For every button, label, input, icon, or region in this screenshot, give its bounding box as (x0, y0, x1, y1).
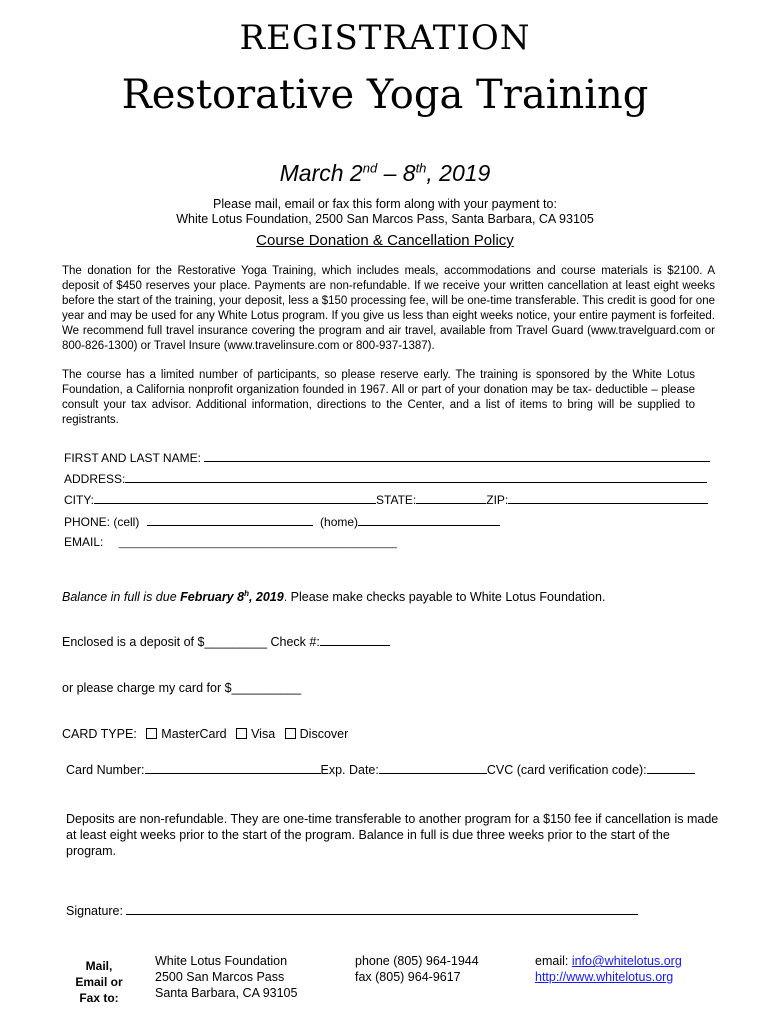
deposits-note: Deposits are non-refundable. They are one-time transferable to another program for a $150 fee if cancellation is made at least eight weeks prior to the start of the program. Balance in full is due three weeks prior to the start of the program. (66, 812, 719, 858)
footer-email-link[interactable]: info@whitelotus.org (571, 954, 682, 968)
card-type-label: CARD TYPE: (62, 727, 137, 741)
state-input[interactable] (416, 491, 486, 504)
discover-label: Discover (299, 727, 349, 741)
card-number-input[interactable] (145, 761, 321, 774)
cell-phone-input[interactable] (147, 513, 313, 526)
deposit-row (62, 633, 390, 649)
card-type-row (62, 727, 348, 741)
signature-row (66, 902, 638, 918)
exp-date-input[interactable] (379, 761, 487, 774)
city-input[interactable] (94, 491, 376, 504)
email-row (64, 535, 397, 549)
address-label: ADDRESS: (64, 472, 126, 486)
check-number-input[interactable] (320, 633, 390, 646)
cvc-label: CVC (card verification code): (486, 763, 647, 777)
home-phone-input[interactable] (358, 513, 500, 526)
card-details-row (66, 761, 695, 777)
program-title: Restorative Yoga Training (121, 72, 649, 118)
program-dates: March 2nd – 8th, 2019 (279, 160, 491, 186)
state-label: STATE: (376, 493, 417, 507)
footer-phone: phone (805) 964-1944 (355, 954, 479, 968)
home-label: (home) (320, 515, 359, 529)
phone-label: PHONE: (cell) (64, 515, 140, 529)
mastercard-label: MasterCard (161, 727, 227, 741)
phone-row (64, 513, 500, 529)
card-number-label: Card Number: (66, 763, 145, 777)
email-input[interactable]: __________________________________________________ (118, 538, 397, 549)
footer-city: Santa Barbara, CA 93105 (155, 986, 298, 1000)
sponsor-paragraph: The course has a limited number of participants, so please reserve early. The training is sponsored by the White Lotus Foundation, a California nonprofit organization founded in 1967. All or part of your donation may be tax- deductible – please consult your tax advisor. Additional information, directions to the Center, and a list of items to bring will be supplied to registrants. (62, 369, 695, 426)
charge-amount[interactable]: or please charge my card for $__________ (62, 681, 302, 695)
policy-heading: Course Donation & Cancellation Policy (256, 232, 514, 249)
name-row (64, 449, 710, 465)
discover-checkbox[interactable] (285, 728, 296, 739)
signature-label: Signature: (66, 904, 123, 918)
footer-phone-fax (355, 953, 479, 985)
city-row (64, 491, 708, 507)
cvc-input[interactable] (647, 761, 695, 774)
address-input[interactable] (125, 470, 707, 483)
city-label: CITY: (64, 493, 95, 507)
mail-instructions-line1: Please mail, email or fax this form along with your payment to: (213, 197, 557, 211)
footer-mail-label: Mail, Email or Fax to: (75, 959, 123, 1005)
visa-checkbox[interactable] (236, 728, 247, 739)
footer-street: 2500 San Marcos Pass (155, 970, 285, 984)
email-label: EMAIL: (64, 535, 104, 549)
footer-org: White Lotus Foundation (155, 954, 288, 968)
mastercard-checkbox[interactable] (146, 728, 157, 739)
footer-website-link[interactable]: http://www.whitelotus.org (535, 970, 674, 984)
address-row (64, 470, 707, 486)
name-label: FIRST AND LAST NAME: (64, 451, 201, 465)
footer-fax: fax (805) 964-9617 (355, 970, 461, 984)
balance-due: Balance in full is due February 8$^h$, 2019. Please make checks payable to White Lotus Foundation. (62, 589, 606, 605)
signature-input[interactable] (126, 902, 638, 915)
footer-contact: email: info@whitelotus.org http://www.whitelotus.org (535, 954, 682, 984)
footer-address (155, 953, 297, 1001)
mail-instructions-line2: White Lotus Foundation, 2500 San Marcos Pass, Santa Barbara, CA 93105 (176, 212, 594, 226)
policy-paragraph: The donation for the Restorative Yoga Training, which includes meals, accommodations and course materials is $2100. A deposit of $450 reserves your place. Payments are non-refundable. If we receive your written cancellation at least eight weeks before the start of the training, your deposit, less a $150 processing fee, will be one-time transferable. This credit is good for one year and may be used for any White Lotus program. If you give us less than eight weeks notice, your entire payment is forfeited. We recommend full travel insurance covering the program and air travel, available from Travel Guard (www.travelguard.com or 800-826-1300) or Travel Insure (www.travelinsure.com or 800-937-1387). (62, 265, 715, 352)
zip-label: ZIP: (486, 493, 509, 507)
exp-date-label: Exp. Date: (320, 763, 379, 777)
visa-label: Visa (251, 727, 276, 741)
name-input[interactable] (204, 449, 710, 462)
deposit-text: Enclosed is a deposit of $_________ Check #: (62, 635, 320, 649)
zip-input[interactable] (508, 491, 708, 504)
form-title: REGISTRATION (239, 18, 531, 58)
